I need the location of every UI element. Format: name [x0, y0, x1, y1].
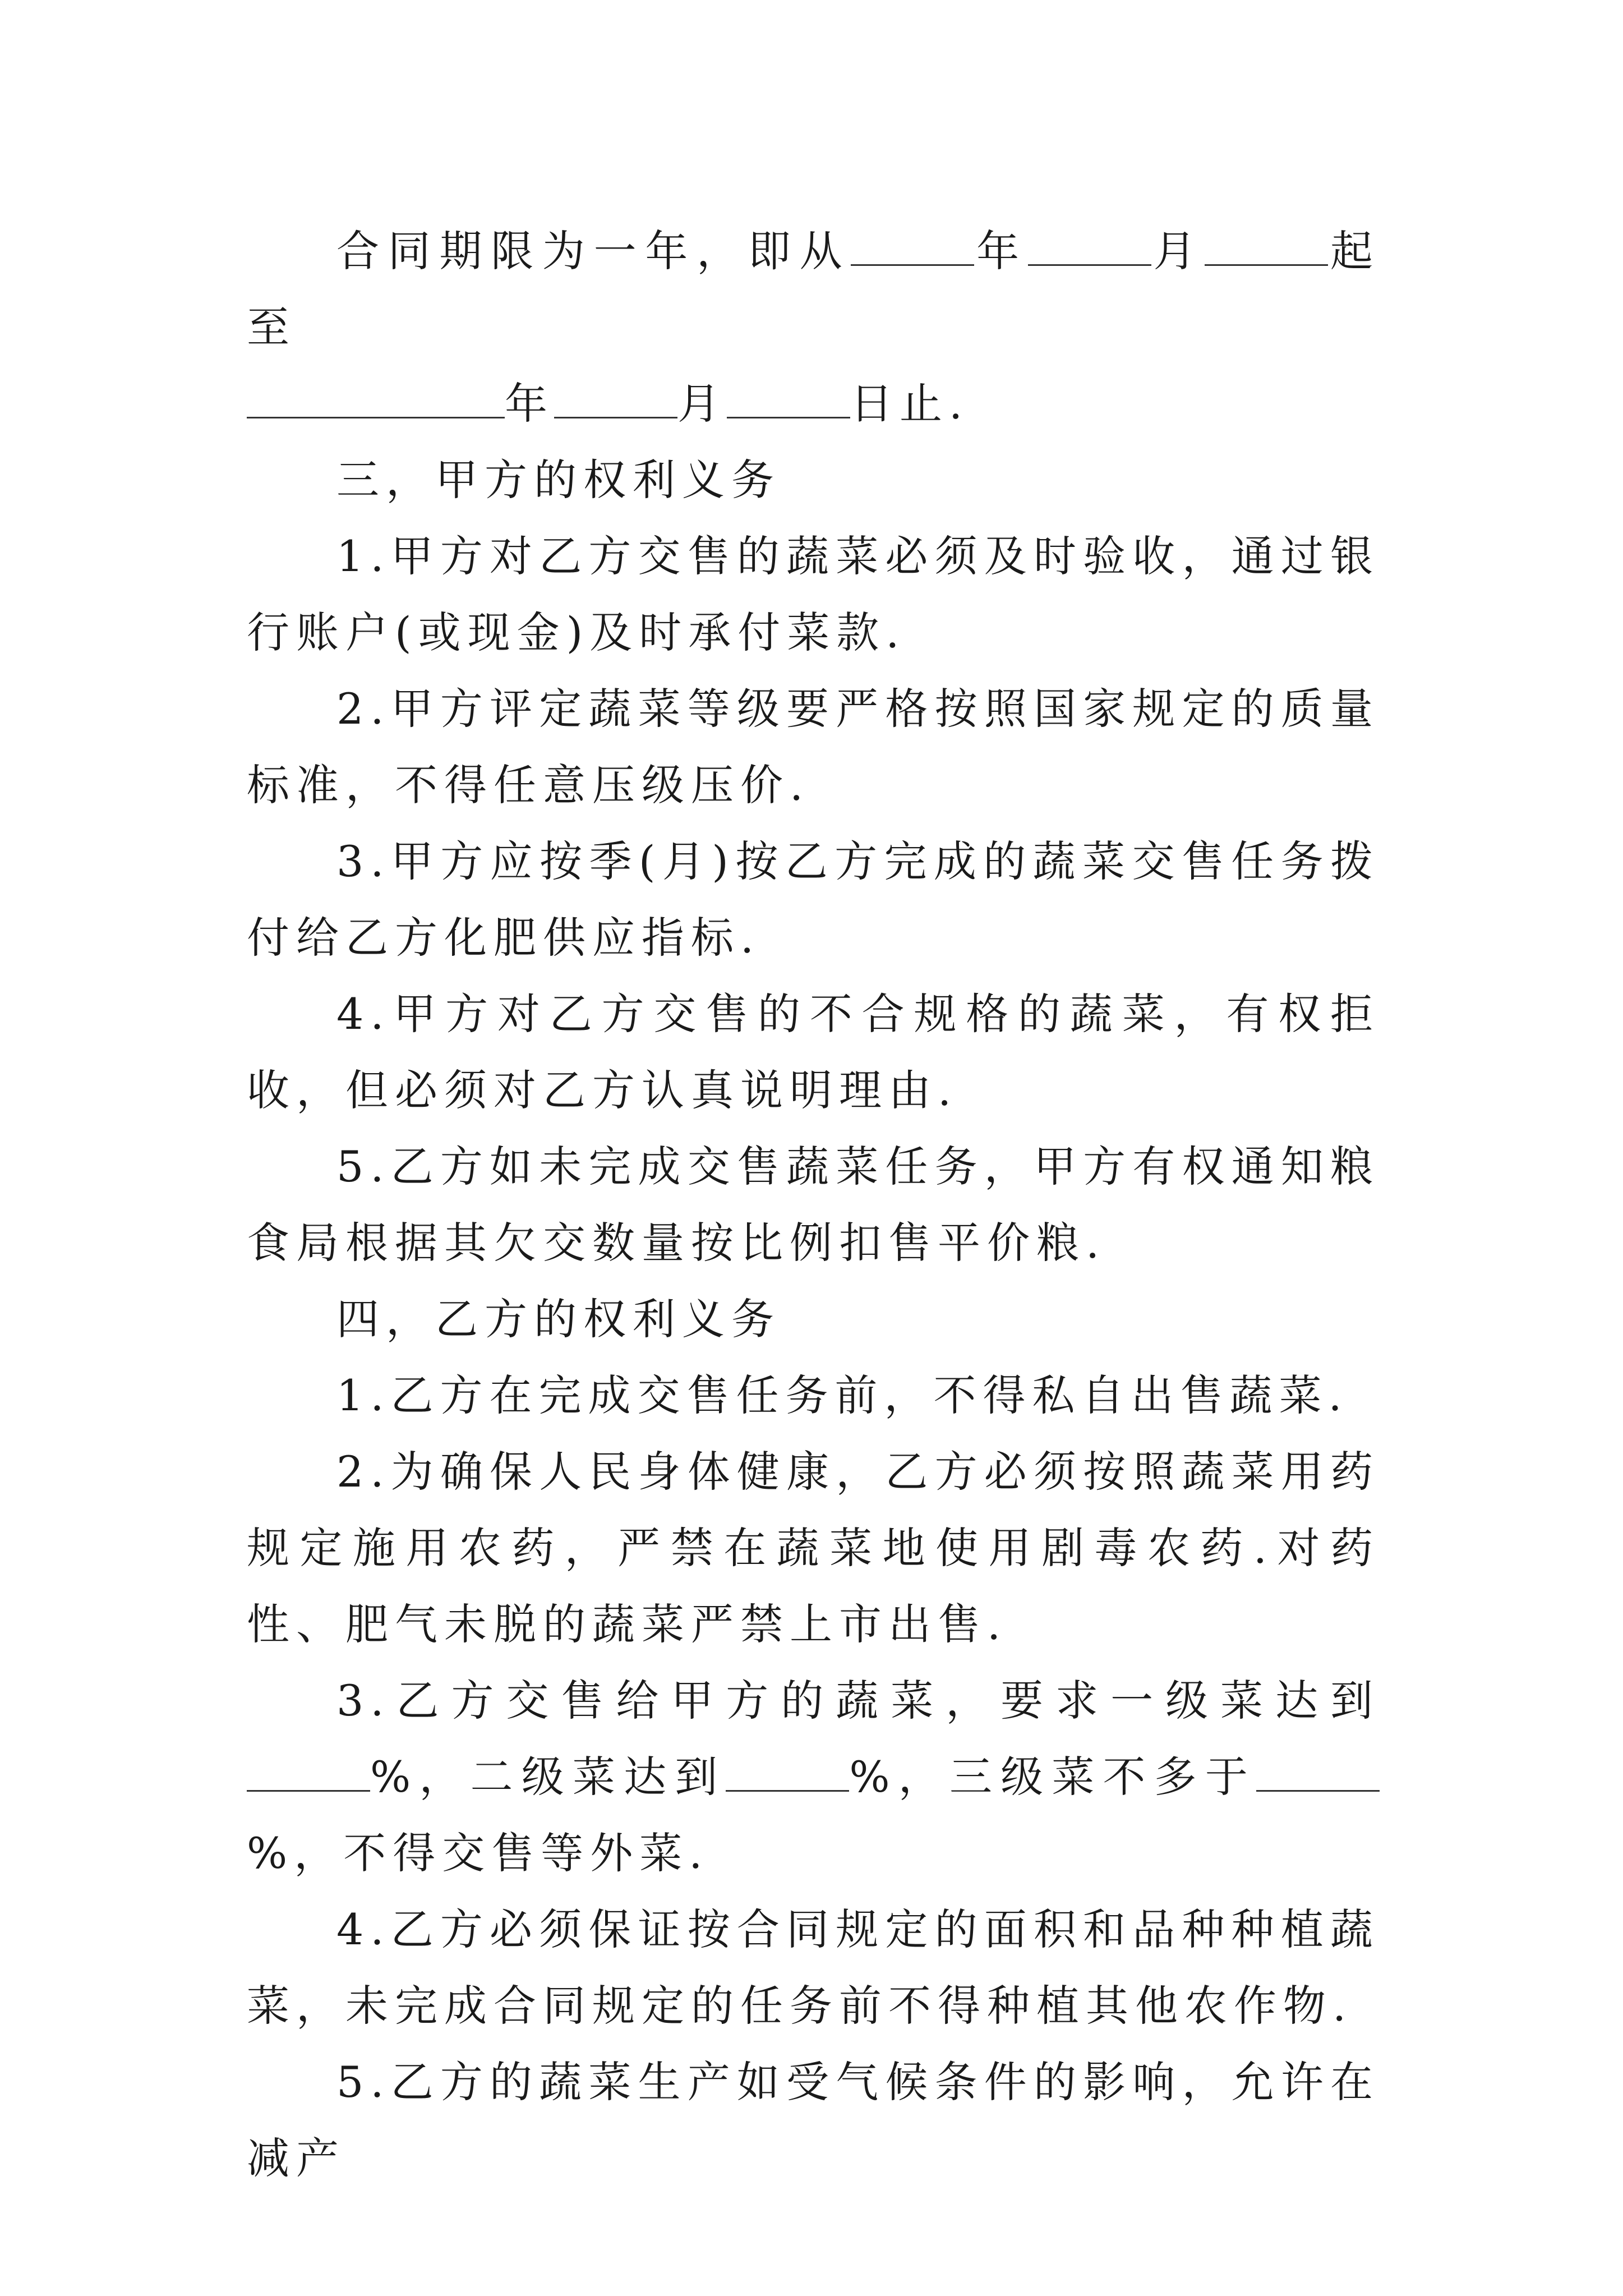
blank-month-end: [554, 381, 677, 418]
term-text-1: 合同期限为一年，即从: [336, 226, 851, 276]
item3-text-c: %，三级菜不多于: [849, 1752, 1257, 1802]
term-text-6: 月: [677, 379, 727, 429]
blank-day-start: [1205, 228, 1328, 266]
term-text-3: 月: [1151, 226, 1205, 276]
item3-text-a: 3.乙方交售给甲方的蔬菜，要求一级菜达到: [336, 1676, 1380, 1726]
item3-text-d: %，不得交售等外菜.: [247, 1828, 709, 1878]
section-3-item-1: 1.甲方对乙方交售的蔬菜必须及时验收，通过银行账户(或现金)及时承付菜款.: [247, 531, 1380, 657]
term-text-7: 日止.: [850, 379, 970, 429]
blank-grade-3: [1256, 1754, 1380, 1792]
term-text-5: 年: [505, 379, 554, 429]
section-4-item-5: 5.乙方的蔬菜生产如受气候条件的影响，允许在减产: [247, 2057, 1380, 2183]
contract-term-paragraph: [247, 213, 1380, 442]
section-3-item-4: 4.甲方对乙方交售的不合规格的蔬菜，有权拒收，但必须对乙方认真说明理由.: [247, 989, 1380, 1115]
blank-year-start: [851, 228, 974, 266]
section-3-item-3: 3.甲方应按季(月)按乙方完成的蔬菜交售任务拨付给乙方化肥供应指标.: [247, 836, 1380, 963]
section-3-item-2: 2.甲方评定蔬菜等级要严格按照国家规定的质量标准，不得任意压级压价.: [247, 684, 1380, 810]
blank-grade-2: [726, 1754, 849, 1792]
section-4-item-4: 4.乙方必须保证按合同规定的面积和品种种植蔬菜，未完成合同规定的任务前不得种植其他农作物.: [247, 1904, 1380, 2031]
blank-grade-1: [247, 1754, 370, 1792]
document-page: [247, 213, 1380, 2197]
section-4-item-2: 2.为确保人民身体健康，乙方必须按照蔬菜用药规定施用农药，严禁在蔬菜地使用剧毒农药.对药性、肥气未脱的蔬菜严禁上市出售.: [247, 1447, 1380, 1649]
item3-text-b: %，二级菜达到: [370, 1752, 726, 1802]
section-3-item-5: 5.乙方如未完成交售蔬菜任务，甲方有权通知粮食局根据其欠交数量按比例扣售平价粮.: [247, 1142, 1380, 1268]
blank-year-end: [247, 381, 505, 418]
term-text-4: 起至: [247, 226, 1380, 352]
section-3-heading: 三，甲方的权利义务: [336, 455, 781, 505]
section-4-item-1: 1.乙方在完成交售任务前，不得私自出售蔬菜.: [336, 1370, 1349, 1420]
blank-month-start: [1028, 228, 1151, 266]
term-text-2: 年: [974, 226, 1028, 276]
section-4-heading: 四，乙方的权利义务: [336, 1294, 781, 1344]
term-line-2: [247, 366, 1380, 442]
section-4-item-3: [247, 1663, 1380, 1892]
blank-day-end: [727, 381, 850, 418]
